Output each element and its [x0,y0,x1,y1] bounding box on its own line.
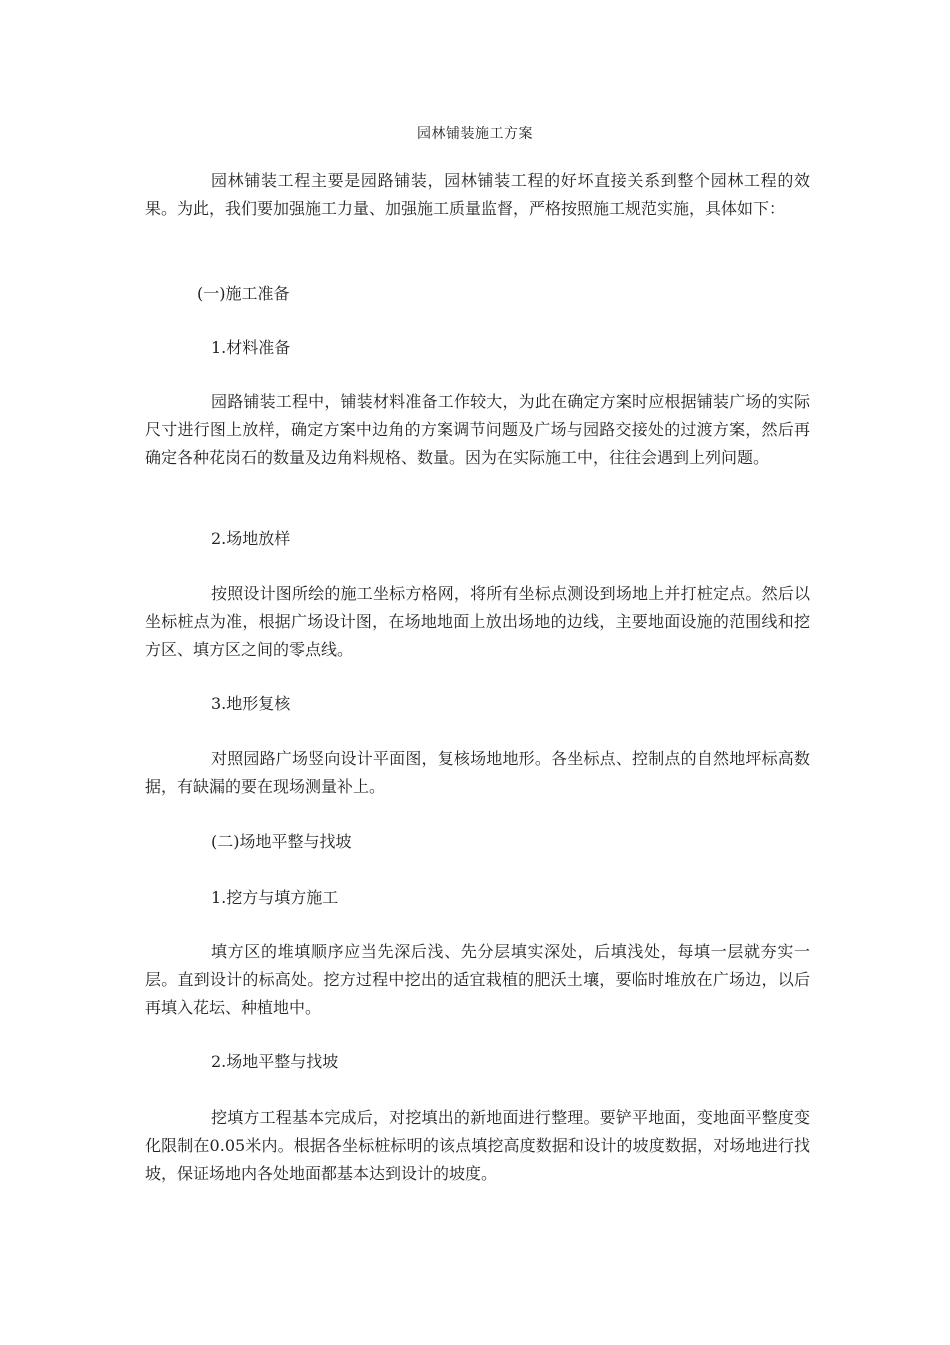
section-heading-grading: (二)场地平整与找坡 [211,832,352,851]
subheading-cut-and-fill: 1.挖方与填方施工 [211,888,339,907]
subheading-material-preparation: 1.材料准备 [211,338,291,357]
section-heading-preparation: (一)施工准备 [197,284,290,303]
intro-paragraph: 园林铺装工程主要是园路铺装，园林铺装工程的好坏直接关系到整个园林工程的效果。为此，我们要加强施工力量、加强施工质量监督，严格按照施工规范实施，具体如下： [145,171,810,218]
subheading-leveling-and-slope: 2.场地平整与找坡 [211,1052,339,1071]
paragraph-site-layout: 按照设计图所绘的施工坐标方格网，将所有坐标点测设到场地上并打桩定点。然后以坐标桩点为准，根据广场设计图，在场地地面上放出场地的边线，主要地面设施的范围线和挖方区、填方区之间的零点线。 [145,584,810,659]
paragraph-terrain-check: 对照园路广场竖向设计平面图，复核场地地形。各坐标点、控制点的自然地坪标高数据，有缺漏的要在现场测量补上。 [145,749,810,796]
paragraph-leveling-and-slope: 挖填方工程基本完成后，对挖填出的新地面进行整理。要铲平地面，变地面平整度变化限制在0.05米内。根据各坐标桩标明的该点填挖高度数据和设计的坡度数据，对场地进行找坡，保证场地内各处地面都基本达到设计的坡度。 [145,1108,810,1183]
paragraph-cut-and-fill: 填方区的堆填顺序应当先深后浅、先分层填实深处，后填浅处，每填一层就夯实一层。直到设计的标高处。挖方过程中挖出的适宜栽植的肥沃土壤，要临时堆放在广场边，以后再填入花坛、种植地中。 [145,942,810,1017]
paragraph-material-preparation: 园路铺装工程中，铺装材料准备工作较大，为此在确定方案时应根据铺装广场的实际尺寸进行图上放样，确定方案中边角的方案调节问题及广场与园路交接处的过渡方案，然后再确定各种花岗石的数量及边角料规格、数量。因为在实际施工中，往往会遇到上列问题。 [145,392,810,467]
subheading-terrain-check: 3.地形复核 [211,694,291,713]
document-title: 园林铺装施工方案 [417,126,533,142]
subheading-site-layout: 2.场地放样 [211,529,291,548]
